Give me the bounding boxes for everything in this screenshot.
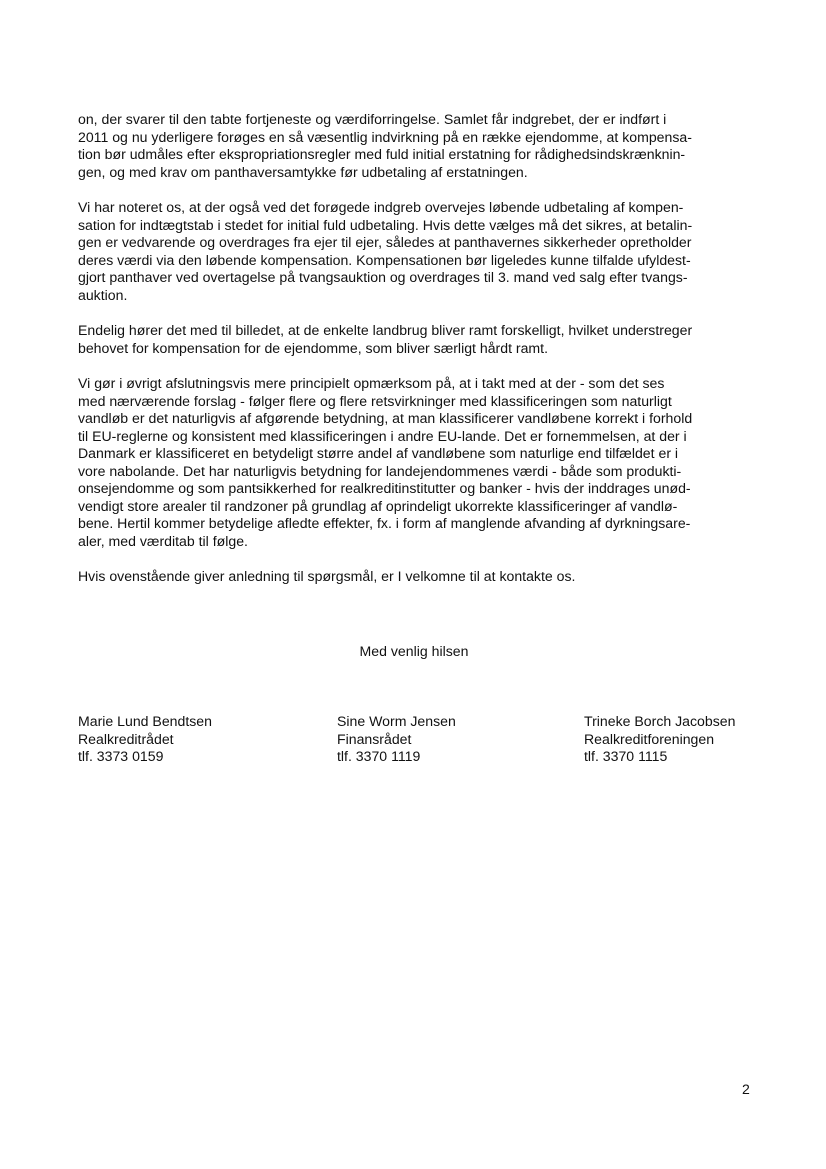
text-line: deres værdi via den løbende kompensation. Kompensationen bør ligeledes kunne tilfalde ufyldest- [78, 251, 691, 268]
text-line: gen, og med krav om panthaversamtykke før udbetaling af erstatningen. [78, 163, 528, 180]
signer-phone: tlf. 3370 1119 [337, 748, 421, 764]
text-line: Vi har noteret os, at der også ved det forøgede indgreb overvejes løbende udbetaling af kompen- [78, 199, 684, 215]
text-line: Hvis ovenstående giver anledning til spørgsmål, er I velkomne til at kontakte os. [78, 568, 576, 584]
text-line: tion bør udmåles efter ekspropriationsregler med fuld initial erstatning for rådighedsindskrænknin- [78, 146, 686, 162]
signer-phone: tlf. 3373 0159 [78, 748, 164, 764]
text-line: bene. Hertil kommer betydelige afledte effekter, fx. i form af manglende afvanding af dyrkningsare- [78, 515, 691, 531]
text-line: behovet for kompensation for de ejendomme, som bliver særligt hårdt ramt. [78, 339, 549, 356]
text-line: aler, med værditab til følge. [78, 532, 248, 549]
text-line: vandløb er det naturligvis af afgørende betydning, at man klassificerer vandløbene korrekt i forhold [78, 410, 693, 426]
text-line: vendigt store arealer til randzoner på grundlag af oprindeligt ukorrekte klassificeringer af vandlø- [78, 497, 678, 514]
closing-text: Med venlig hilsen [359, 643, 469, 659]
text-line: 2011 og nu yderligere forøges en så væsentlig indvirkning på en række ejendomme, at kompensa- [78, 128, 692, 145]
closing-greeting [0, 643, 826, 661]
text-line: sation for indtægtstab i stedet for initial fuld udbetaling. Hvis dette vælges må det sikres, at betalin- [78, 216, 693, 233]
signer-block-realkreditraadet [78, 713, 212, 766]
text-line: Vi gør i øvrigt afslutningsvis mere principielt opmærksom på, at i takt med at der - som det ses [78, 375, 665, 391]
signer-block-finansraadet [337, 713, 456, 766]
text-line: gjort panthaver ved overtagelse på tvangsauktion og overdrages til 3. mand ved salg efter tvangs- [78, 269, 688, 285]
text-line: onsejendomme og som pantsikkerhed for realkreditinstitutter og banker - hvis der inddrages unød- [78, 480, 691, 496]
signer-organization: Finansrådet [337, 730, 412, 747]
signer-block-realkreditforeningen [584, 713, 735, 766]
text-line: med nærværende forslag - følger flere og flere retsvirkninger med klassificeringen som naturligt [78, 392, 672, 409]
text-line: on, der svarer til den tabte fortjeneste og værdiforringelse. Samlet får indgrebet, der er indført i [78, 111, 667, 127]
text-line: Endelig hører det med til billedet, at de enkelte landbrug bliver ramt forskelligt, hvilket understreger [78, 322, 693, 338]
signer-name: Marie Lund Bendtsen [78, 713, 212, 729]
paragraph-contact [78, 568, 750, 586]
letter-body [78, 111, 750, 604]
paragraph-classification [78, 375, 750, 550]
text-line: til EU-reglerne og konsistent med klassificeringen i andre EU-lande. Det er fornemmelsen, at der i [78, 427, 687, 444]
page-number: 2 [742, 1081, 750, 1097]
text-line: gen er vedvarende og overdrages fra ejer til ejer, således at panthavernes sikkerheder opretholder [78, 234, 692, 250]
paragraph-ongoing-payment [78, 199, 750, 304]
signer-phone: tlf. 3370 1115 [584, 748, 668, 764]
paragraph-farms-affected [78, 322, 750, 357]
text-line: Danmark er klassificeret en betydeligt større andel af vandløbene som naturlige end tilfældet er i [78, 445, 679, 461]
signer-organization: Realkreditrådet [78, 730, 174, 747]
text-line: vore nabolande. Det har naturligvis betydning for landejendommenes værdi - både som produkti- [78, 462, 682, 479]
signer-organization: Realkreditforeningen [584, 730, 715, 747]
text-line: auktion. [78, 286, 128, 303]
signer-name: Sine Worm Jensen [337, 713, 456, 729]
paragraph-compensation [78, 111, 750, 181]
signer-name: Trineke Borch Jacobsen [584, 713, 736, 729]
